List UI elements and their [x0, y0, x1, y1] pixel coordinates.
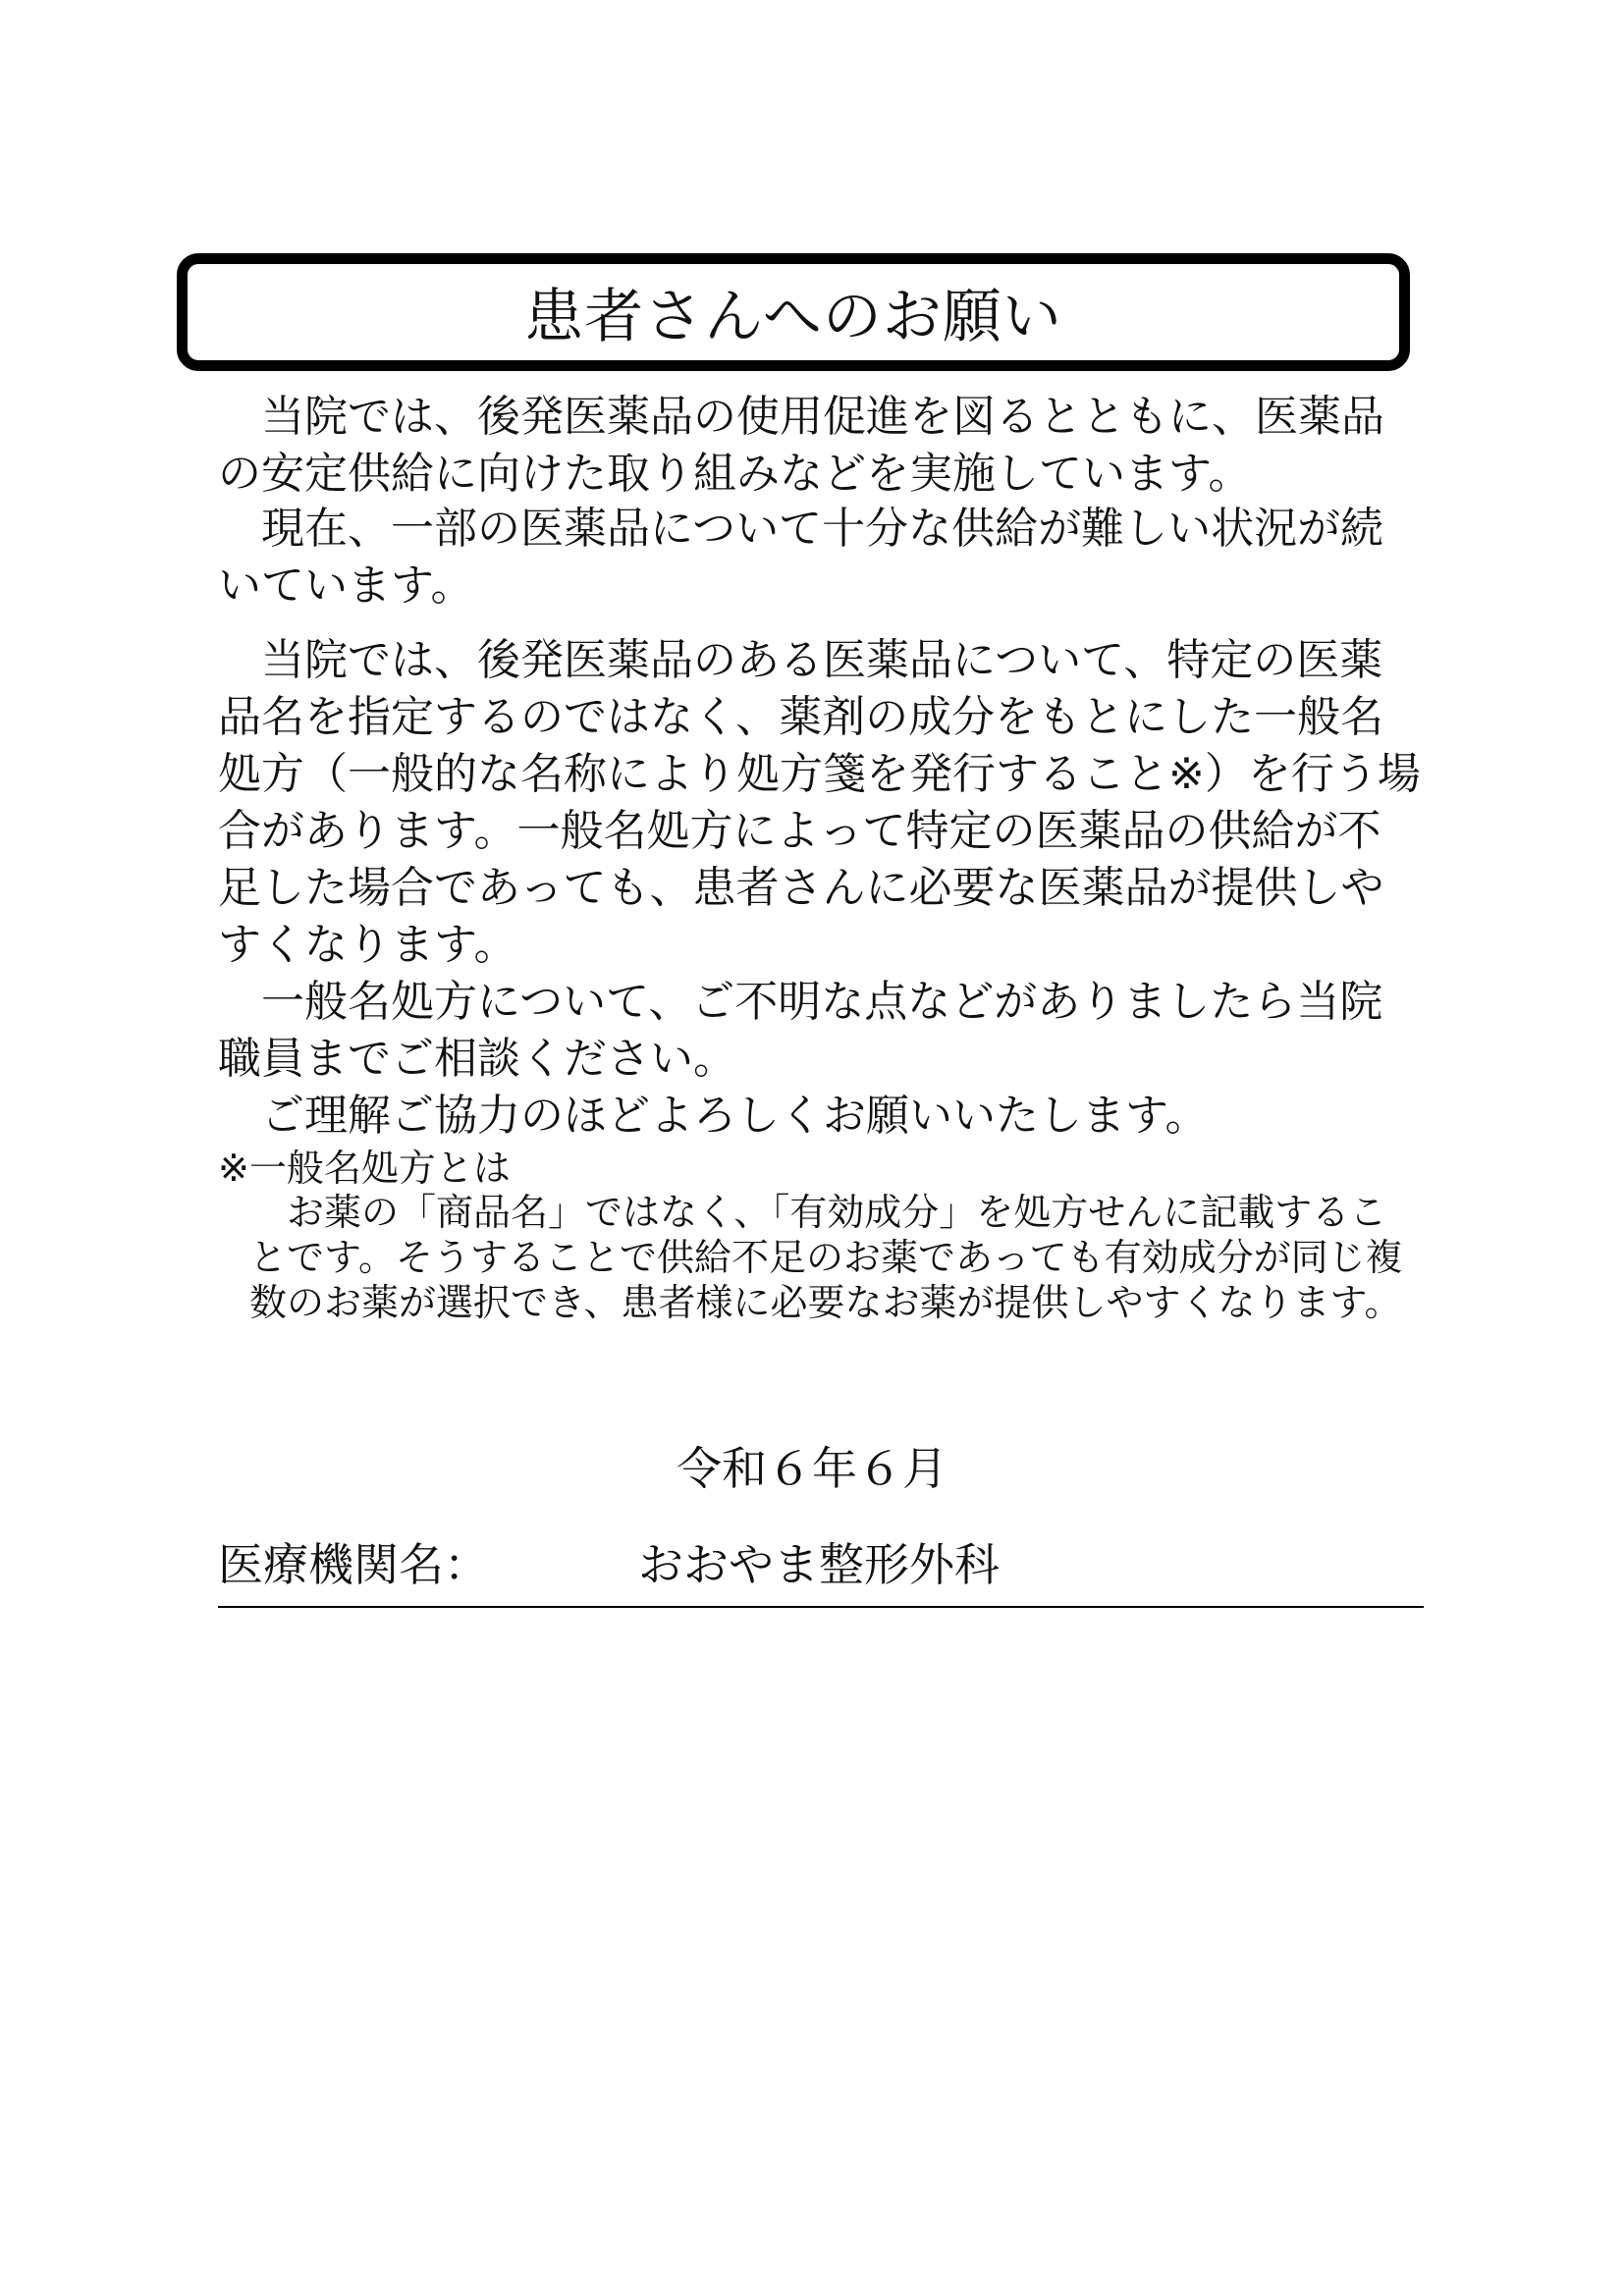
- page-title: 患者さんへのお願い: [524, 283, 1062, 351]
- paragraph-3: 当院では、後発医薬品のある医薬品について、特定の医薬品名を指定するのではなく、薬剤の成分をもとにした一般名処方（一般的な名称により処方箋を発行すること※）を行う場合があります。一般名処方によって特定の医薬品の供給が不足した場合であっても、患者さんに必要な医薬品が提供しやすくなります。: [218, 635, 1421, 970]
- paragraph-2: 現在、一部の医薬品について十分な供給が難しい状況が続いています。: [218, 504, 1384, 611]
- institution-label: 医療機関名：: [218, 1538, 489, 1591]
- title-box: [177, 253, 1410, 371]
- institution-name: おおやま整形外科: [638, 1538, 1000, 1591]
- paragraph-4: 一般名処方について、ご不明な点などがありましたら当院職員までご相談ください。: [218, 977, 1383, 1084]
- body-block-2: [218, 501, 1424, 614]
- paragraph-5: ご理解ご協力のほどよろしくお願いいたします。: [261, 1091, 1209, 1141]
- issue-date: 令和６年６月: [677, 1442, 947, 1495]
- body-block-1: [218, 389, 1424, 503]
- signature-underline: [218, 1606, 1424, 1608]
- note-text: お薬の「商品名」ではなく、「有効成分」を処方せんに記載することです。そうすることで供給不足のお薬であっても有効成分が同じ複数のお薬が選択でき、患者様に必要なお薬が提供しやすくなります。: [249, 1191, 1403, 1324]
- body-block-3: [218, 632, 1424, 1145]
- paragraph-1: 当院では、後発医薬品の使用促進を図るとともに、医薬品の安定供給に向けた取り組みなどを実施しています。: [218, 392, 1384, 499]
- note-heading: ※一般名処方とは: [218, 1147, 511, 1190]
